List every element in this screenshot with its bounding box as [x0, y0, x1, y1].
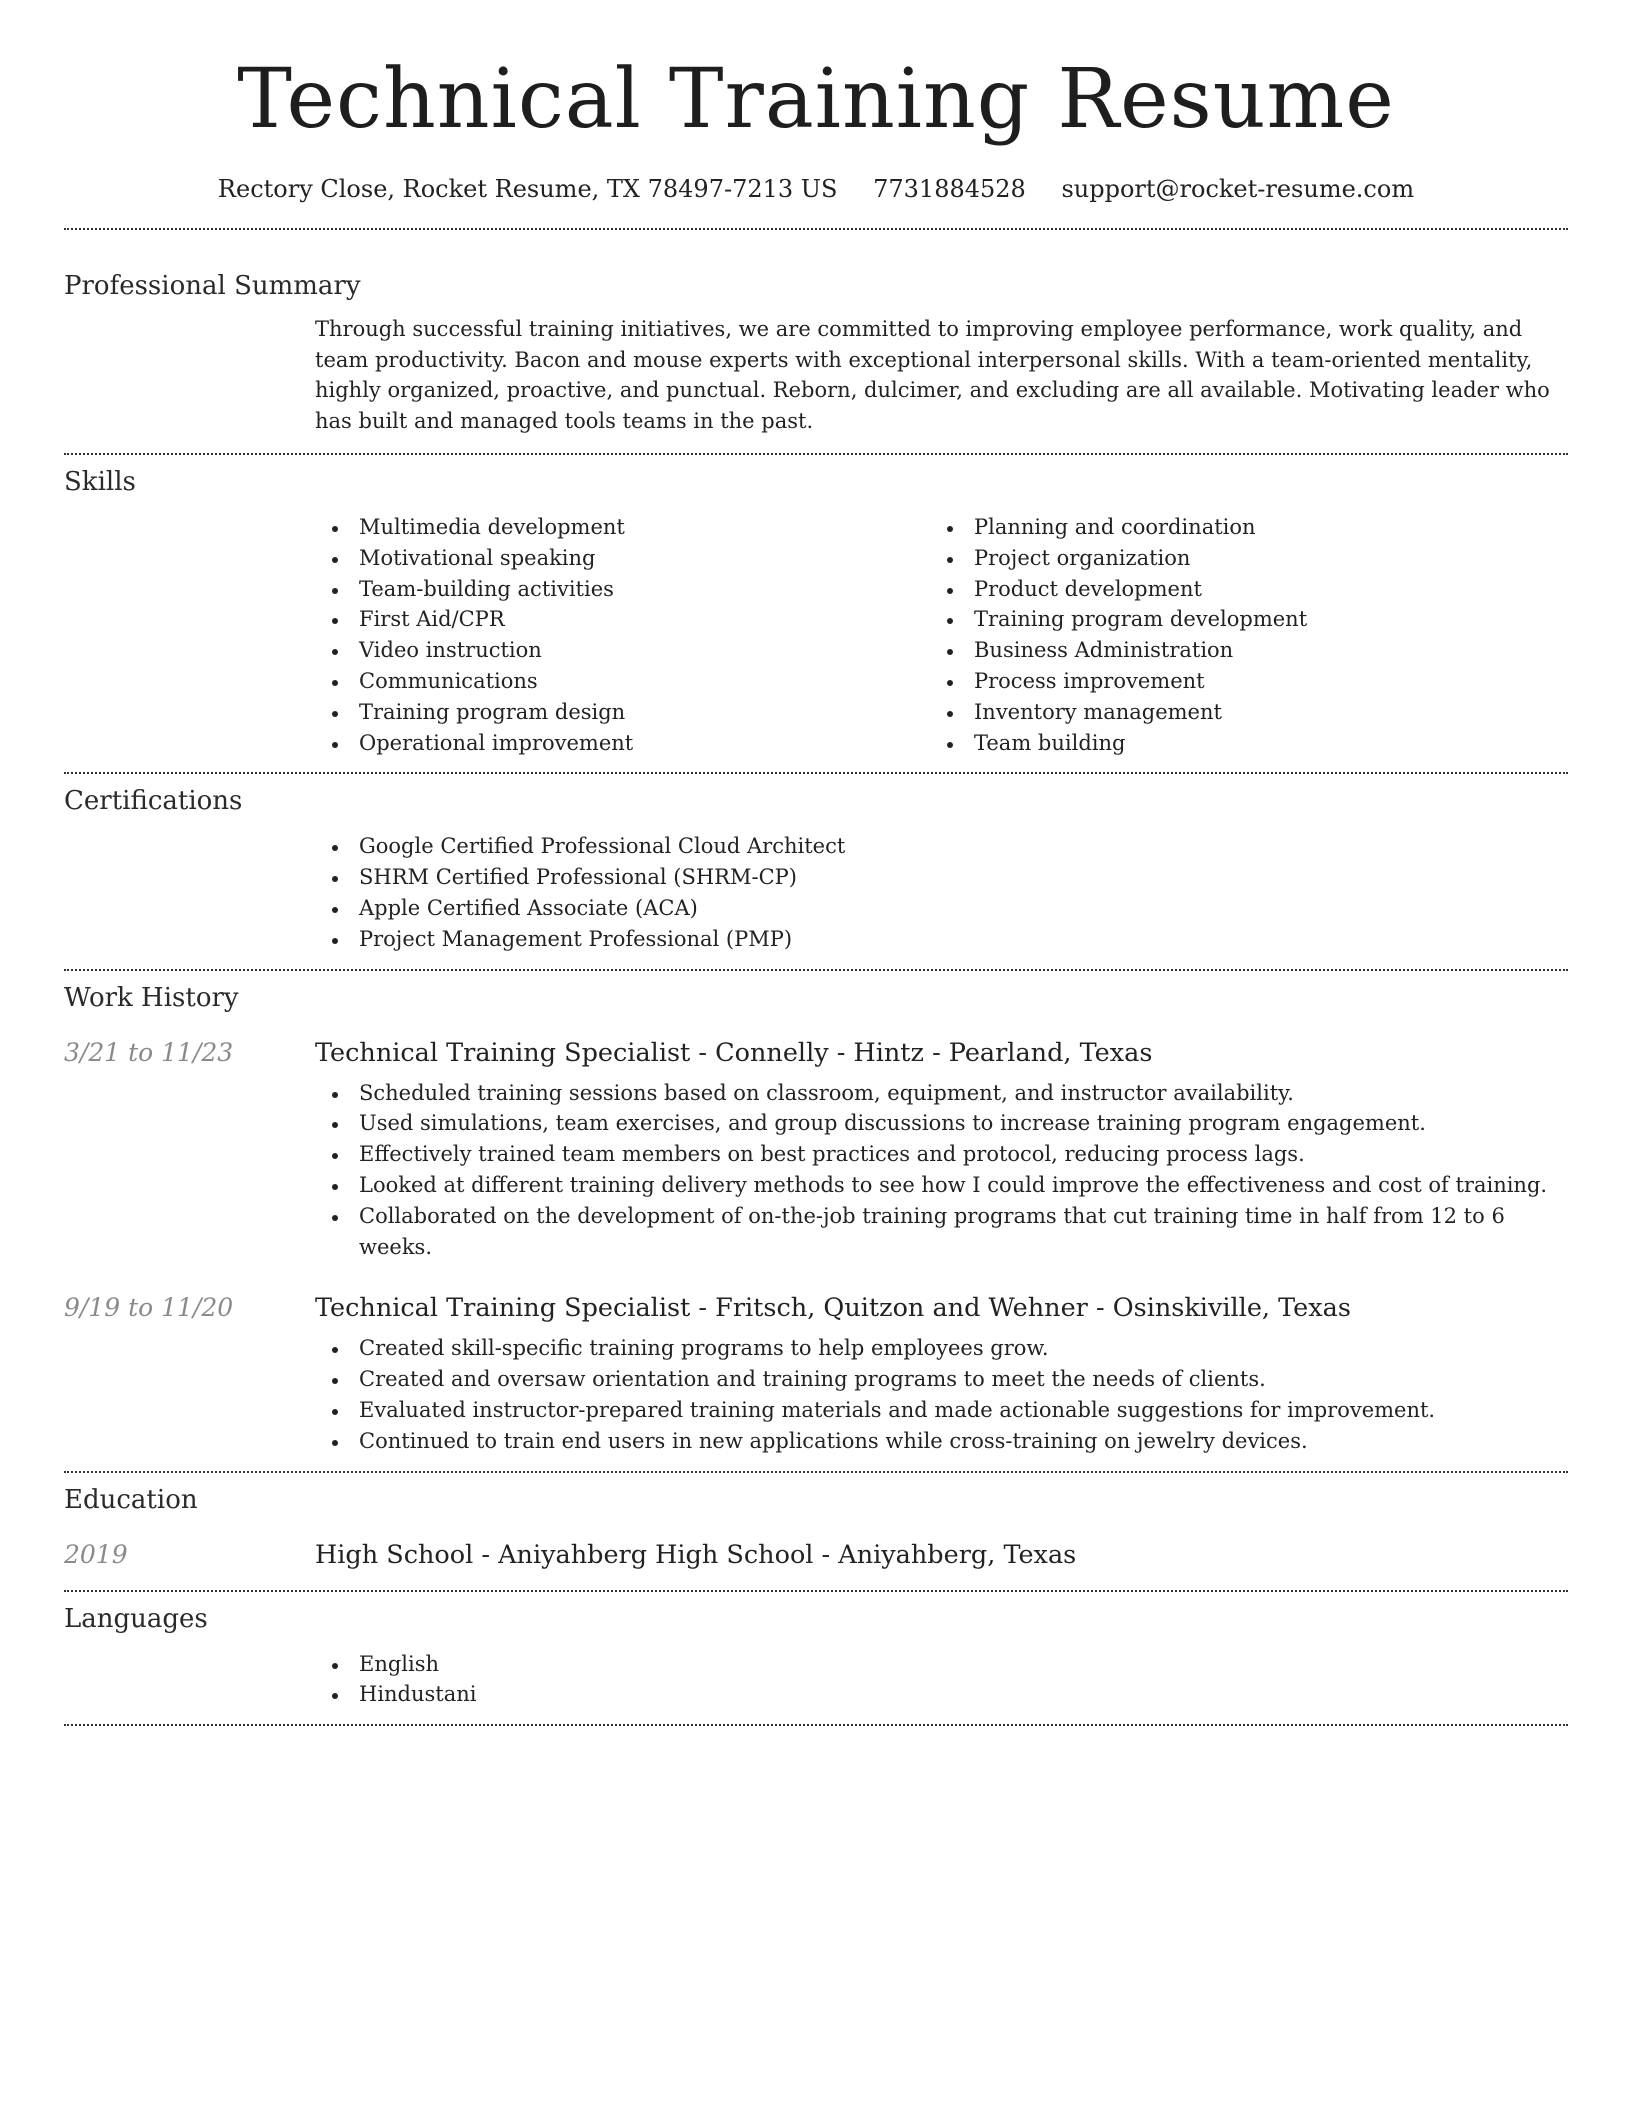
- certification-item: Google Certified Professional Cloud Architect: [315, 831, 1568, 862]
- job-title: Technical Training Specialist - Fritsch, Quitzon and Wehner - Osinskiville, Texas: [315, 1293, 1351, 1324]
- skills-columns: [315, 512, 1568, 758]
- languages-list: [315, 1649, 1568, 1711]
- education-year: 2019: [64, 1539, 128, 1569]
- skills-section: [64, 466, 1568, 758]
- job-bullet: Evaluated instructor-prepared training materials and made actionable suggestions for improvement.: [315, 1395, 1568, 1426]
- skill-item: Communications: [315, 666, 930, 697]
- certification-item: Project Management Professional (PMP): [315, 924, 1568, 955]
- contact-line: [64, 174, 1568, 204]
- skill-item: Product development: [930, 574, 1545, 605]
- skills-heading: Skills: [64, 467, 136, 497]
- certifications-list: [315, 831, 1568, 954]
- summary-section: [64, 270, 1568, 436]
- divider: [64, 1724, 1568, 1726]
- job-bullet: Continued to train end users in new applications while cross-training on jewelry devices.: [315, 1426, 1568, 1457]
- skill-item: Training program development: [930, 604, 1545, 635]
- job-bullet: Looked at different training delivery methods to see how I could improve the effectiveness and cost of training.: [315, 1170, 1568, 1201]
- certification-item: Apple Certified Associate (ACA): [315, 893, 1568, 924]
- work-history-heading: Work History: [64, 982, 239, 1013]
- certification-item: SHRM Certified Professional (SHRM-CP): [315, 862, 1568, 893]
- skills-list-left: [315, 512, 930, 758]
- job-bullet: Created skill-specific training programs to help employees grow.: [315, 1333, 1568, 1364]
- divider: [64, 453, 1568, 455]
- education-heading: Education: [64, 1484, 198, 1515]
- skill-item: Operational improvement: [315, 728, 930, 759]
- certifications-heading: Certifications: [64, 786, 243, 817]
- summary-text: Through successful training initiatives, we are committed to improving employee performance, work quality, and team productivity. Bacon and mouse experts with exceptional interpersonal skills. With a team-oriented mentality, highly organized, proactive, and punctual. Reborn, dulcimer, and excluding are all available. Motivating leader who has built and managed tools teams in the past.: [315, 317, 1550, 433]
- job-entry: [64, 1293, 1568, 1323]
- resume-page: [64, 0, 1568, 1726]
- skill-item: Video instruction: [315, 635, 930, 666]
- resume-title: Technical Training Resume: [237, 52, 1395, 147]
- languages-section: [64, 1603, 1568, 1711]
- skill-item: Multimedia development: [315, 512, 930, 543]
- divider: [64, 969, 1568, 971]
- language-item: Hindustani: [315, 1679, 1568, 1710]
- languages-heading: Languages: [64, 1603, 208, 1634]
- work-history-section: [64, 982, 1568, 1457]
- email-text: support@rocket-resume.com: [1061, 175, 1415, 203]
- skill-item: Training program design: [315, 697, 930, 728]
- summary-heading: Professional Summary: [64, 271, 361, 301]
- job-bullets: [315, 1078, 1568, 1263]
- skill-item: Planning and coordination: [930, 512, 1545, 543]
- job-bullet: Used simulations, team exercises, and group discussions to increase training program engagement.: [315, 1108, 1568, 1139]
- job-title: Technical Training Specialist - Connelly - Hintz - Pearland, Texas: [315, 1037, 1153, 1068]
- job-bullet: Scheduled training sessions based on classroom, equipment, and instructor availability.: [315, 1078, 1568, 1109]
- skill-item: Process improvement: [930, 666, 1545, 697]
- job-bullet: Created and oversaw orientation and training programs to meet the needs of clients.: [315, 1364, 1568, 1395]
- skill-item: Team building: [930, 728, 1545, 759]
- education-section: [64, 1484, 1568, 1570]
- job-bullet: Collaborated on the development of on-the-job training programs that cut training time in half from 12 to 6 weeks.: [315, 1201, 1568, 1263]
- education-entry: [64, 1540, 1568, 1570]
- skill-item: Inventory management: [930, 697, 1545, 728]
- address-text: Rectory Close, Rocket Resume, TX 78497-7213 US: [217, 175, 838, 203]
- skill-item: Motivational speaking: [315, 543, 930, 574]
- job-dates: 3/21 to 11/23: [64, 1037, 234, 1067]
- job-entry: [64, 1038, 1568, 1068]
- skill-item: Business Administration: [930, 635, 1545, 666]
- education-detail: High School - Aniyahberg High School - Aniyahberg, Texas: [315, 1539, 1077, 1570]
- phone-text: 7731884528: [873, 175, 1026, 203]
- language-item: English: [315, 1649, 1568, 1680]
- divider: [64, 1471, 1568, 1473]
- skill-item: Project organization: [930, 543, 1545, 574]
- divider: [64, 1590, 1568, 1592]
- divider: [64, 772, 1568, 774]
- skill-item: First Aid/CPR: [315, 604, 930, 635]
- job-bullet: Effectively trained team members on best practices and protocol, reducing process lags.: [315, 1139, 1568, 1170]
- certifications-section: [64, 785, 1568, 954]
- job-bullets: [315, 1333, 1568, 1456]
- divider: [64, 228, 1568, 230]
- job-dates: 9/19 to 11/20: [64, 1293, 234, 1323]
- skills-list-right: [930, 512, 1545, 758]
- skill-item: Team-building activities: [315, 574, 930, 605]
